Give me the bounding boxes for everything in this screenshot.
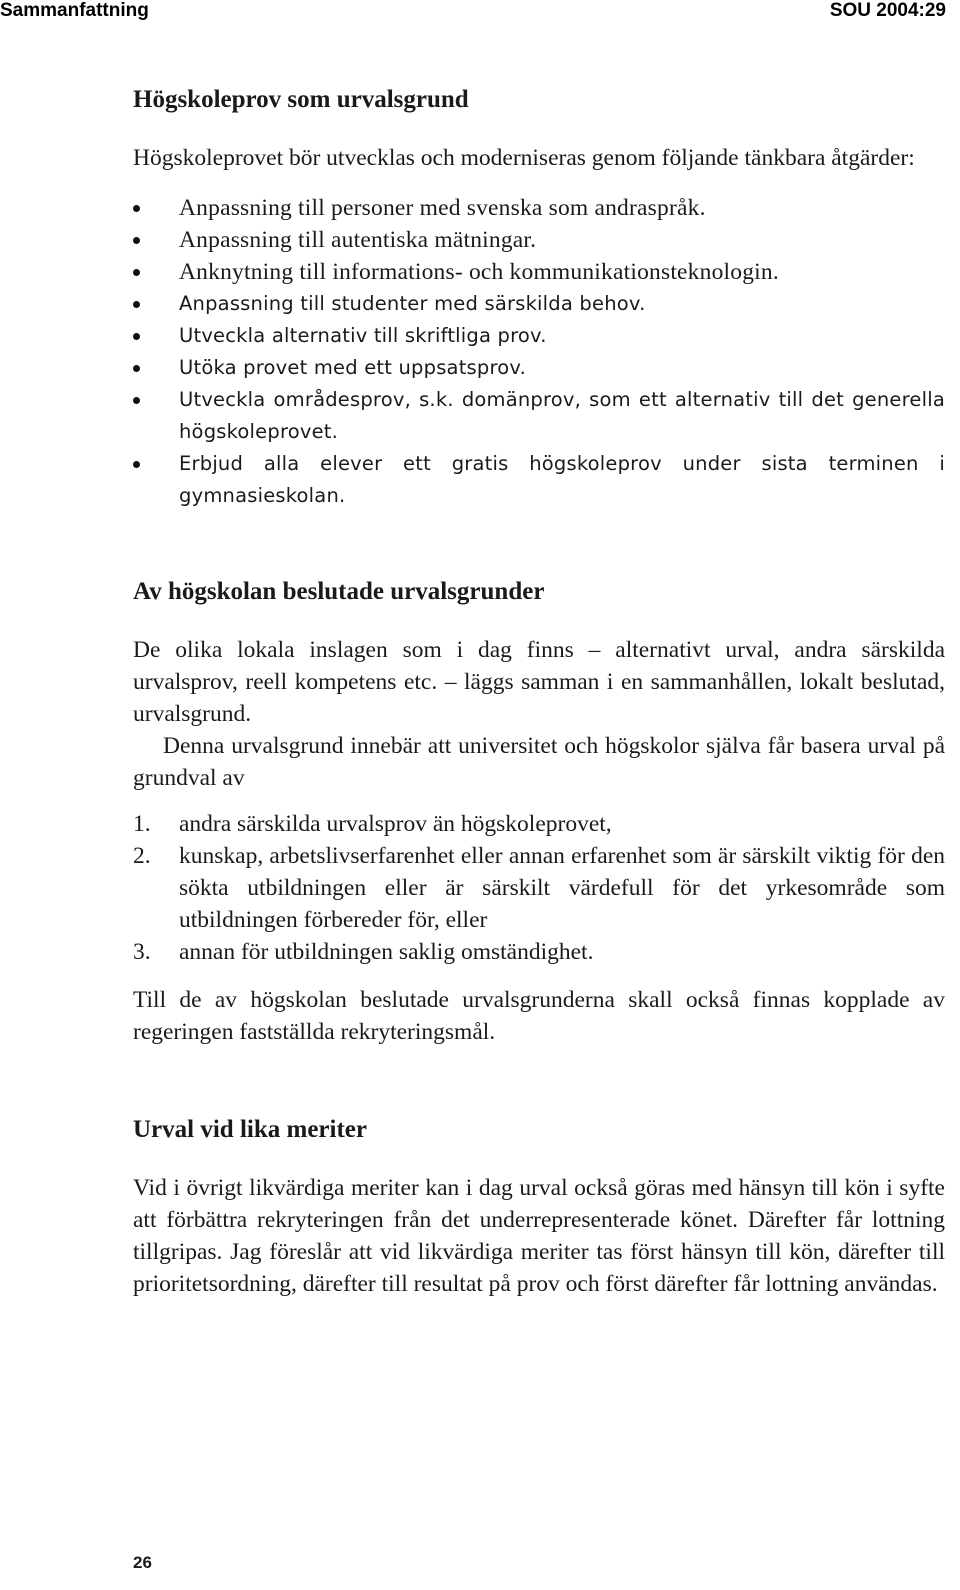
- bullet-icon: [133, 397, 140, 404]
- bullet-icon: [133, 237, 140, 244]
- section3-para: Vid i övrigt likvärdiga meriter kan i dag urval också göras med hänsyn till kön i syfte att förbättra rekryteringen från det underrepresenterade könet. Därefter får lottning tillgripas. Jag föreslår att vid likvärdiga meriter tas först hänsyn till kön, därefter till prioritetsordning, därefter till resultat på prov och först därefter får lottning användas.: [133, 1175, 945, 1297]
- bullet-icon: [133, 269, 140, 276]
- list-item: Anpassning till personer med svenska som andraspråk.: [133, 192, 945, 224]
- list-item: Utveckla alternativ till skriftliga prov.: [133, 320, 945, 352]
- list-item: Anpassning till studenter med särskilda behov.: [133, 288, 945, 320]
- list-item: Utöka provet med ett uppsatsprov.: [133, 352, 945, 384]
- section2-para2: Denna urvalsgrund innebär att universitet och högskolor själva får basera urval på grundval av: [133, 733, 945, 791]
- grounds-list: [133, 808, 945, 968]
- running-header: [0, 0, 960, 24]
- section2-para1: De olika lokala inslagen som i dag finns – alternativt urval, andra särskilda urvalsprov, reell kompetens etc. – läggs samman i en sammanhållen, lokalt beslutad, urvalsgrund.: [133, 637, 945, 727]
- bullet-icon: [133, 301, 140, 308]
- list-item: 3. annan för utbildningen saklig omständighet.: [133, 939, 594, 965]
- section-heading-urvalsgrunder: Av högskolan beslutade urvalsgrunder: [133, 578, 545, 605]
- list-item: Utveckla områdesprov, s.k. domänprov, som ett alternativ till det generella högskoleprovet.: [133, 384, 945, 448]
- section-heading-lika-meriter: Urval vid lika meriter: [133, 1116, 367, 1143]
- list-item: 1. andra särskilda urvalsprov än högskoleprovet,: [133, 811, 612, 837]
- section1-intro: Högskoleprovet bör utvecklas och moderniseras genom följande tänkbara åtgärder:: [133, 145, 915, 171]
- bullet-icon: [133, 333, 140, 340]
- page-body: [133, 82, 945, 1300]
- measures-list: [133, 192, 945, 512]
- bullet-icon: [133, 205, 140, 212]
- section-heading-hogskoleprov: Högskoleprov som urvalsgrund: [133, 86, 469, 113]
- page-number: 26: [133, 1553, 152, 1572]
- bullet-icon: [133, 365, 140, 372]
- list-item: Erbjud alla elever ett gratis högskoleprov under sista terminen i gymnasieskolan.: [133, 448, 945, 512]
- list-item: Anpassning till autentiska mätningar.: [133, 224, 945, 256]
- header-section-title: Sammanfattning: [0, 0, 149, 21]
- section2-para3: Till de av högskolan beslutade urvalsgrunderna skall också finnas kopplade av regeringen fastställda rekryteringsmål.: [133, 987, 945, 1045]
- list-item: Anknytning till informations- och kommunikationsteknologin.: [133, 256, 945, 288]
- header-document-id: SOU 2004:29: [829, 0, 946, 21]
- bullet-icon: [133, 461, 140, 468]
- list-item: 2. kunskap, arbetslivserfarenhet eller annan erfarenhet som är särskilt viktig för den sökta utbildningen eller är särskilt värdefull för det yrkesområde som utbildningen förbereder för, eller: [133, 843, 945, 933]
